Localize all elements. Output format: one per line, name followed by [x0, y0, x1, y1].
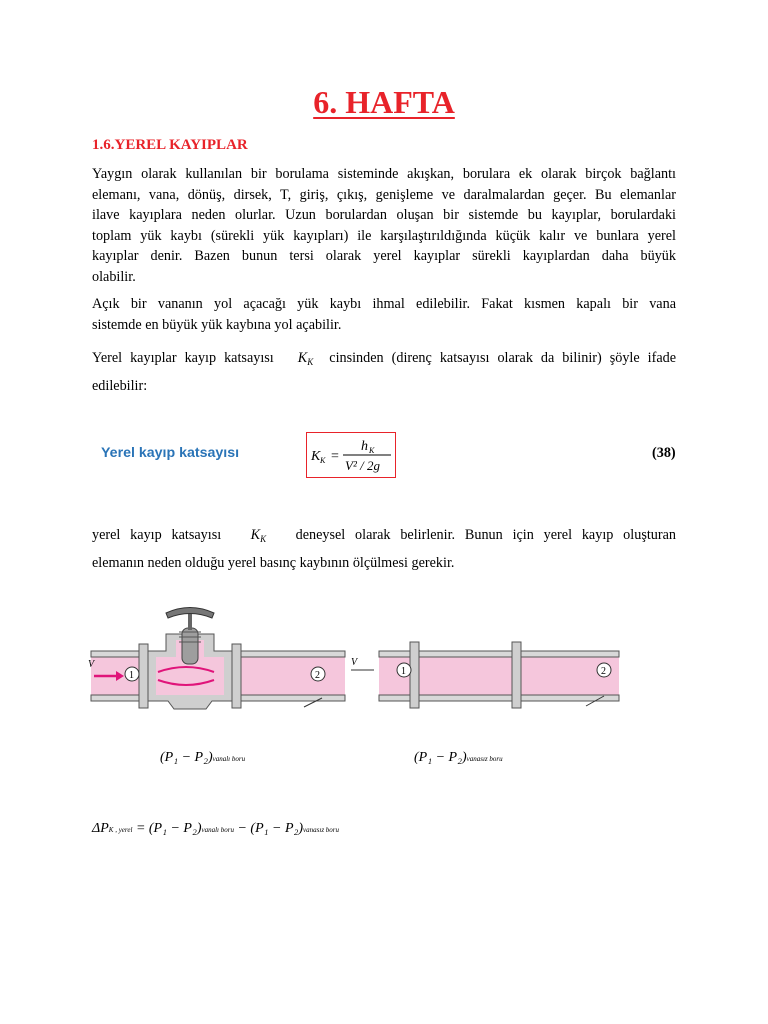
flange-left: [139, 644, 148, 708]
pressure-label-left: [160, 750, 245, 766]
paragraph-line: toplam yük kaybı (sürekli yük kayıpları) ile karşılaştırıldığında küçük kalır ve bunlara yerel: [92, 227, 676, 244]
formula-svg: [307, 433, 395, 477]
paragraph-line: elemanın neden olduğu yerel basınç kaybının ölçülmesi gerekir.: [92, 555, 455, 571]
velocity-label: V: [88, 659, 95, 670]
pressure-subscript: vanalı boru: [201, 826, 234, 834]
flange-right: [512, 642, 521, 708]
pressure-expression: − (P₁ − P₂): [237, 821, 304, 836]
text-fragment: deneysel olarak belirlenir. Bunun için yerel kayıp oluşturan: [295, 527, 676, 543]
flange-left: [410, 642, 419, 708]
text-fragment: cinsinden (direnç katsayısı olarak da bilinir) şöyle ifade: [329, 350, 677, 366]
pressure-subscript: vanasız boru: [303, 826, 340, 834]
formula-numerator-sub: K: [369, 446, 375, 455]
page-title: 6. HAFTA: [313, 84, 455, 120]
pressure-expression: (P₁ − P₂): [414, 750, 467, 765]
paragraph-line: olabilir.: [92, 268, 136, 285]
paragraph-line: sistemde en büyük yük kaybına yol açabilir.: [92, 316, 342, 333]
equals-sign: =: [331, 449, 339, 464]
flange-right: [232, 644, 241, 708]
paragraph-intro: [92, 164, 676, 287]
valve-stem: [188, 612, 192, 630]
paragraph-line: edilebilir:: [92, 378, 148, 394]
text-fragment: yerel kayıp katsayısı: [92, 527, 222, 543]
paragraph-line: ilave kayıplara neden olurlar. Uzun borulardan oluşan bir sistemde bu kayıplar, borulardaki: [92, 207, 676, 223]
valve-pipe-figure: [86, 604, 352, 716]
station-1-label: 1: [401, 666, 406, 677]
section-heading: 1.6.YEREL KAYIPLAR: [92, 137, 248, 153]
paragraph-line: Yaygın olarak kullanılan bir borulama sisteminde akışkan, borulara ek olarak birçok bağlantı: [92, 166, 676, 182]
delta-subscript: K , yerel: [108, 826, 133, 834]
velocity-label: V: [351, 657, 358, 668]
formula-lhs: K: [311, 449, 321, 464]
paragraph-line: kayıplar denir. Bazen bunun tersi olarak yerel kayıplar sürekli kayıplardan daha büyük: [92, 248, 676, 264]
pressure-expression: (P₁ − P₂): [160, 750, 213, 765]
pressure-expression: = (P₁ − P₂): [135, 821, 202, 836]
formula-denominator: V² / 2g: [345, 458, 380, 473]
station-1-label: 1: [129, 670, 134, 681]
paragraph-line: [92, 346, 676, 374]
delta-p-equation: [92, 821, 339, 837]
paragraph-line: elemanı, vana, dönüş, dirsek, T, giriş, çıkış, genişleme ve daralmalardan geçer. Bu elemanlar: [92, 186, 676, 203]
station-2-label: 2: [315, 670, 320, 681]
paragraph-experimental: [92, 523, 676, 575]
formula-numerator: h: [361, 439, 368, 454]
formula-label: Yerel kayıp katsayısı: [101, 445, 240, 461]
paragraph-line: Açık bir vananın yol açacağı yük kaybı ihmal edilebilir. Fakat kısmen kapalı bir vana: [92, 296, 676, 312]
pressure-subscript: vanalı boru: [212, 755, 246, 763]
paragraph-coefficient: [92, 346, 676, 398]
formula-box: [306, 432, 396, 478]
symbol-k: $K_K$: [250, 527, 267, 544]
text-fragment: Yerel kayıplar kayıp katsayısı: [92, 350, 274, 366]
paragraph-valve: [92, 294, 676, 335]
symbol-k: $K_K$: [297, 350, 314, 367]
equation-number: (38): [652, 445, 676, 461]
delta-symbol: ΔP: [92, 821, 109, 836]
station-2-label: 2: [601, 666, 606, 677]
plain-pipe-figure: [346, 630, 622, 716]
pressure-label-right: [414, 750, 503, 766]
pressure-subscript: vanasız boru: [466, 755, 503, 763]
formula-lhs-sub: K: [320, 456, 326, 465]
valve-gate: [182, 628, 198, 664]
paragraph-line: [92, 523, 676, 551]
